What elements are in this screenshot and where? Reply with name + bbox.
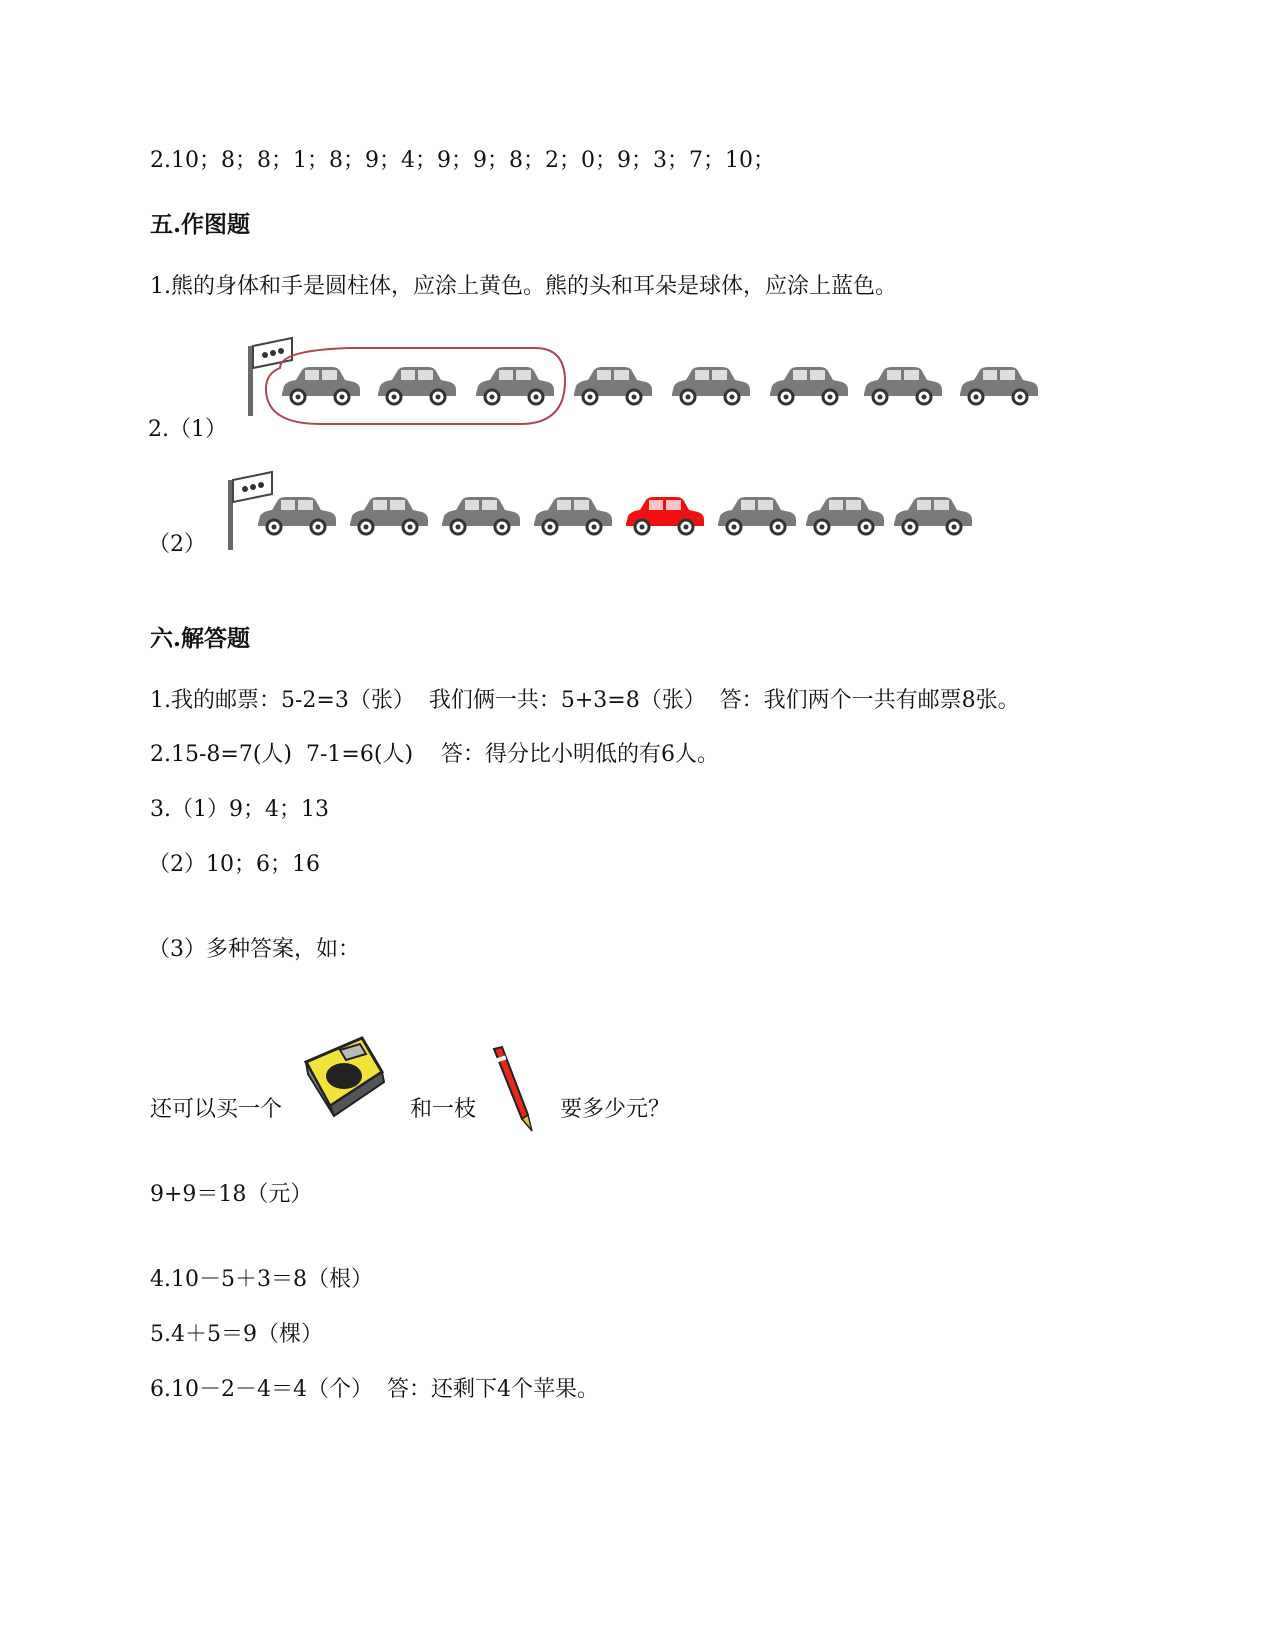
answer-6-3-calc: 9+9＝18（元）	[150, 1182, 313, 1207]
car-icon	[806, 497, 884, 534]
car-icon	[258, 497, 336, 534]
answer-6-5: 5.4＋5＝9（棵）	[150, 1322, 323, 1347]
sentence-part-a: 还可以买一个	[150, 1097, 283, 1122]
car-icon	[770, 367, 848, 404]
section-heading-6: 六.解答题	[150, 625, 251, 652]
car-icon	[894, 497, 972, 534]
answer-6-6: 6.10－2－4＝4（个） 答：还剩下4个苹果。	[150, 1377, 599, 1402]
answer-5-2-2-label: （2）	[148, 532, 206, 557]
car-icon	[378, 367, 456, 404]
answer-6-4: 4.10－5＋3＝8（根）	[150, 1267, 373, 1292]
answer-5-2-1-label: 2.（1）	[148, 417, 227, 442]
car-icon	[350, 497, 428, 534]
car-icon	[864, 367, 942, 404]
answer-6-3-2: （2）10；6；16	[148, 852, 320, 877]
car-icon	[574, 367, 652, 404]
car-row-2-figure	[228, 470, 1028, 550]
answer-5-1: 1.熊的身体和手是圆柱体，应涂上黄色。熊的头和耳朵是球体，应涂上蓝色。	[150, 274, 897, 299]
car-icon	[718, 497, 796, 534]
answer-6-2: 2.15-8=7(人) 7-1=6(人) 答：得分比小明低的有6人。	[150, 742, 719, 767]
car-icon	[534, 497, 612, 534]
answer-6-3-1: 3.（1）9；4；13	[150, 797, 329, 822]
sharpener-icon	[300, 1032, 392, 1120]
car-row-1-figure	[240, 336, 1090, 441]
sentence-part-c: 要多少元？	[560, 1097, 671, 1122]
car-icon-red	[626, 497, 704, 534]
car-icon	[672, 367, 750, 404]
answer-6-1: 1.我的邮票：5-2=3（张） 我们俩一共：5+3=8（张） 答：我们两个一共有邮票8张。	[150, 688, 1020, 713]
car-icon	[282, 367, 360, 404]
sentence-part-b: 和一枝	[410, 1097, 477, 1122]
pen-icon	[488, 1045, 538, 1135]
car-icon	[442, 497, 520, 534]
car-icon	[476, 367, 554, 404]
traffic-light-icon	[228, 472, 272, 550]
answer-6-3-3: （3）多种答案，如：	[148, 937, 360, 962]
section-heading-5: 五.作图题	[150, 211, 251, 238]
car-icon	[960, 367, 1038, 404]
answer-4-2: 2.10；8；8；1；8；9；4；9；9；8；2；0；9；3；7；10；	[150, 148, 775, 173]
